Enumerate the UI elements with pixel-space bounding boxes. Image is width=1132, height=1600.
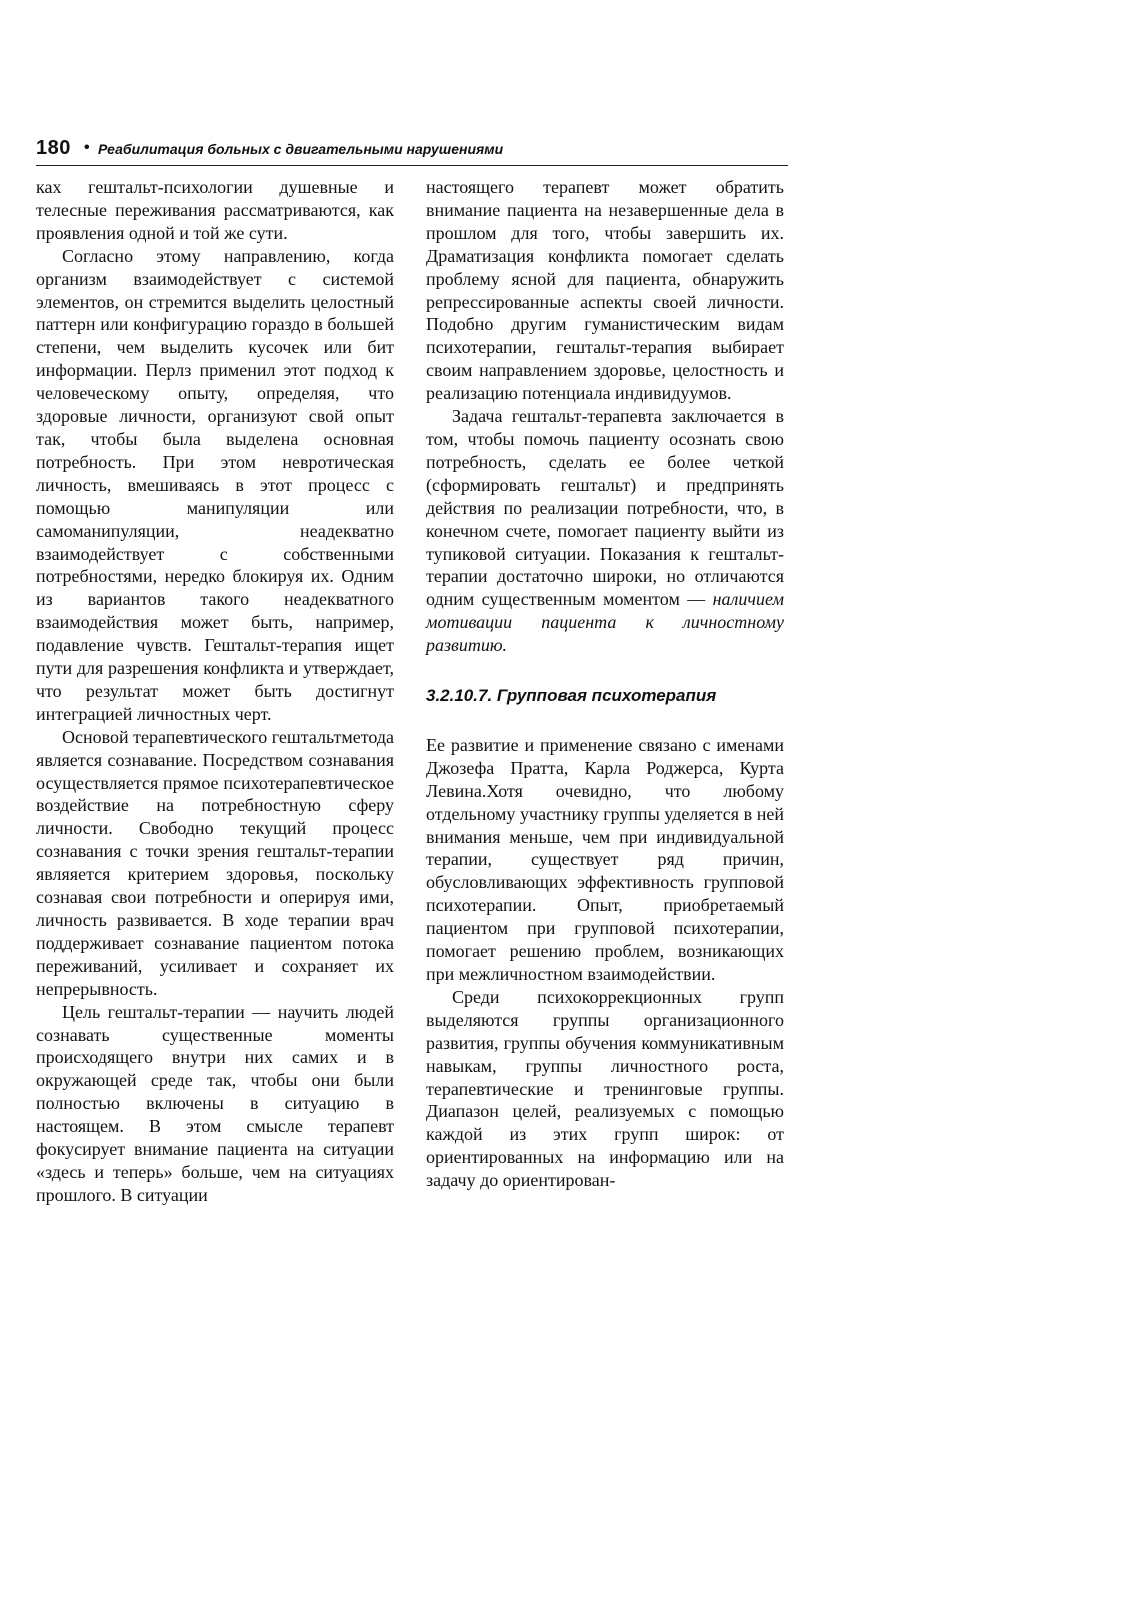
right-paragraph-3: Ее развитие и применение связано с именами Джозефа Пратта, Карла Роджерса, Курта Левина.Хотя очевидно, что любому отдельному участнику группы уделяется в ней внимания меньше, чем при индивидуальной терапии, существует ряд причин, обусловливающих эффективность групповой психотерапии. Опыт, приобретаемый пациентом при групповой психотерапии, помогает решению проблем, возникающих при межличностном взаимодействии. [426,734,784,984]
right-paragraph-4: Среди психокоррекционных групп выделяются группы организационного развития, группы обучения коммуникативным навыкам, группы личностного роста, терапевтические и тренинговые группы. Диапазон целей, реализуемых с помощью каждой из этих групп широк: от ориентированных на информацию или на задачу до ориентирован- [426,986,784,1191]
right-paragraph-2-emphasis: наличием мотивации пациента к личностному развитию. [426,589,784,656]
right-paragraph-2 [426,405,784,657]
left-paragraph-3: Основой терапевтического гештальтметода является сознавание. Посредством сознавания осуществляется прямое психотерапевтическое воздействие на потребностную сферу личности. Свободно текущий процесс сознавания с точки зрения гештальт-терапии являяется критерием здоровья, поскольку сознавая свои потребности и оперируя ими, личность развивается. В ходе терапии врач поддерживает сознавание пациентом потока переживаний, усиливает и сохраняет их непрерывность. [36,726,394,999]
right-paragraph-1: настоящего терапевт может обратить внимание пациента на незавершенные дела в прошлом для того, чтобы завершить их. Драматизация конфликта помогает сделать проблему ясной для пациента, обнаружить репрессированные аспекты своей личности. Подобно другим гуманистическим видам психотерапии, гештальт-терапия выбирает своим направлением здоровье, целостность и реализацию потенциала индивидуумов. [426,177,784,404]
right-column [426,176,784,1192]
left-column [36,176,394,1207]
page-number: 180 [36,137,71,159]
section-heading: 3.2.10.7. Групповая психотерапия [426,686,717,706]
running-header [36,135,788,166]
left-paragraph-1: ках гештальт-психологии душевные и телесные переживания рассматриваются, как проявления одной и той же сути. [36,177,394,243]
running-title: Реабилитация больных с двигательными нарушениями [98,141,504,157]
header-bullet: • [84,139,90,156]
left-paragraph-2: Согласно этому направлению, когда организм взаимодействует с системой элементов, он стремится выделить целостный паттерн или конфигурацию гораздо в большей степени, чем выделить кусочек или бит информации. Перлз применил этот подход к человеческому опыту, определяя, что здоровые личности, организуют свой опыт так, чтобы была выделена основная потребность. При этом невротическая личность, вмешиваясь в этот процесс с помощью манипуляции или самоманипуляции, неадекватно взаимодействует с собственными потребностями, нередко блокируя их. Одним из вариантов такого неадекватного взаимодействия может быть, например, подавление чувств. Гештальт-терапия ищет пути для разрешения конфликта и утверждает, что результат может быть достигнут интеграцией личностных черт. [36,245,394,724]
left-paragraph-4: Цель гештальт-терапии — научить людей сознавать существенные моменты происходящего внутри них самих и в окружающей среде так, чтобы они были полностью включены в ситуацию в настоящем. В этом смысле терапевт фокусирует внимание пациента на ситуации «здесь и теперь» больше, чем на ситуациях прошлого. В ситуации [36,1001,394,1205]
right-paragraph-2-text: Задача гештальт-терапевта заключается в том, чтобы помочь пациенту осознать свою потребность, сделать ее более четкой (сформировать гештальт) и предпринять действия по реализации потребности, что, в конечном счете, помогает пациенту выйти из тупиковой ситуации. Показания к гештальт-терапии достаточно широки, но отличаются одним существенным моментом — [426,406,784,610]
